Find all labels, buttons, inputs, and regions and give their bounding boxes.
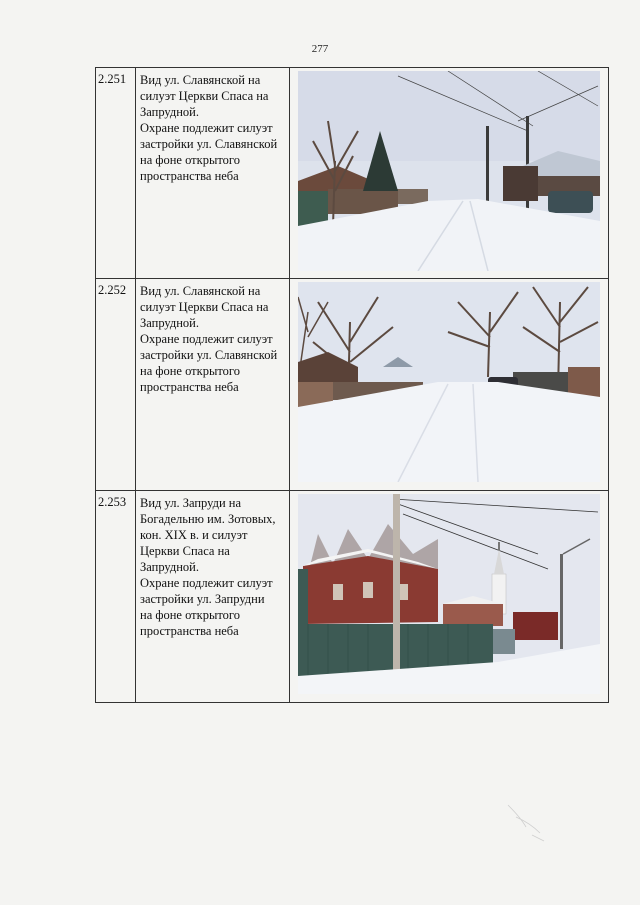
page-number: 277 (311, 43, 329, 55)
description-line: Вид ул. Славянской на (140, 73, 261, 87)
description-line: на фоне открытого (140, 364, 240, 378)
row-description (136, 279, 290, 491)
description-line: пространства неба (140, 624, 239, 638)
description-line: на фоне открытого (140, 608, 240, 622)
description-line: Охране подлежит силуэт (140, 576, 273, 590)
description-line: Богадельню им. Зотовых, (140, 512, 276, 526)
row-photo-cell (290, 279, 609, 491)
description-line: застройки ул. Славянской (140, 348, 278, 362)
winter-street-church-photo (298, 494, 600, 694)
description-line: силуэт Церкви Спаса на (140, 300, 269, 314)
description-line: Церкви Спаса на (140, 544, 230, 558)
description-line: Запрудной. (140, 316, 199, 330)
row-description (136, 68, 290, 279)
table-row (96, 68, 609, 279)
row-photo-cell (290, 68, 609, 279)
description-line: застройки ул. Запрудни (140, 592, 265, 606)
description-line: застройки ул. Славянской (140, 137, 278, 151)
description-line: Запрудной. (140, 560, 199, 574)
description-line: Вид ул. Запруди на (140, 496, 241, 510)
description-line: Вид ул. Славянской на (140, 284, 261, 298)
description-line: силуэт Церкви Спаса на (140, 89, 269, 103)
table-row (96, 491, 609, 703)
description-line: Охране подлежит силуэт (140, 332, 273, 346)
catalog-table (95, 67, 609, 703)
description-line: Охране подлежит силуэт (140, 121, 273, 135)
description-line: пространства неба (140, 380, 239, 394)
winter-street-photo (298, 282, 600, 482)
row-number: 2.253 (96, 491, 136, 703)
table-row (96, 279, 609, 491)
row-photo-cell (290, 491, 609, 703)
winter-street-photo (298, 71, 600, 271)
scan-artifact-icon (506, 803, 548, 843)
description-line: кон. XIX в. и силуэт (140, 528, 248, 542)
row-number: 2.252 (96, 279, 136, 491)
description-line: на фоне открытого (140, 153, 240, 167)
description-line: пространства неба (140, 169, 239, 183)
row-number: 2.251 (96, 68, 136, 279)
description-line: Запрудной. (140, 105, 199, 119)
row-description (136, 491, 290, 703)
